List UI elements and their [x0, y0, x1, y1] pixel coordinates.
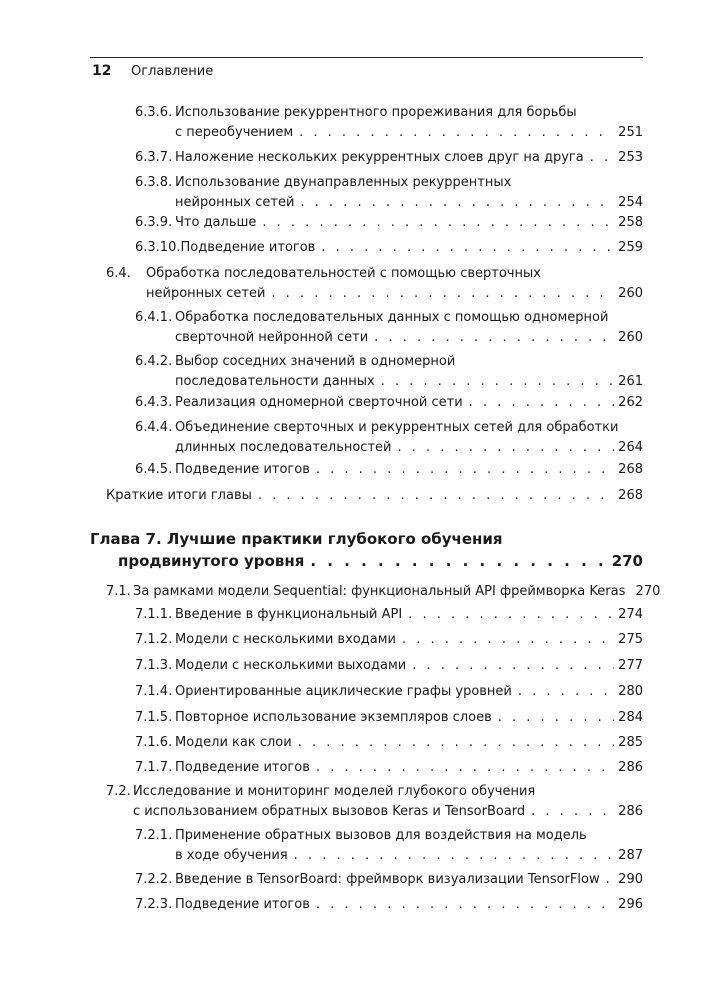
- page-ref: 286: [618, 760, 643, 775]
- leader-dots: [321, 238, 614, 258]
- entry-title: Использование двунаправленных рекуррентных: [175, 175, 512, 190]
- leader-dots: [299, 123, 614, 143]
- toc-entry[interactable]: [135, 630, 643, 650]
- page-ref: 253: [618, 150, 643, 165]
- entry-title: Применение обратных вызовов для воздействия на модель: [175, 828, 587, 843]
- entry-title: Наложение нескольких рекуррентных слоев друг на друга: [175, 150, 584, 165]
- page-ref: 286: [618, 804, 643, 819]
- page-ref: 274: [618, 607, 643, 622]
- leader-dots: [408, 605, 614, 625]
- page-ref: 268: [618, 462, 643, 477]
- section-number: 7.2.3.: [135, 897, 173, 912]
- leader-dots: [258, 486, 614, 506]
- entry-title: Выбор соседних значений в одномерной: [175, 354, 456, 369]
- page-ref: 261: [618, 374, 643, 389]
- running-title: Оглавление: [131, 64, 214, 79]
- section-number: 6.3.7.: [135, 150, 173, 165]
- entry-title: Обработка последовательных данных с помощью одномерной: [175, 310, 609, 325]
- page-ref: 280: [618, 684, 643, 699]
- entry-title: Реализация одномерной сверточной сети: [175, 395, 463, 410]
- section-number: 7.2.2.: [135, 872, 173, 887]
- leader-dots: [294, 846, 614, 866]
- entry-title: Исследование и мониторинг моделей глубокого обучения: [133, 784, 536, 799]
- page-ref: 284: [618, 710, 643, 725]
- entry-title-cont: последовательности данных: [175, 374, 375, 389]
- toc-entry[interactable]: [135, 758, 643, 778]
- page-ref: 285: [618, 735, 643, 750]
- entry-title: Модели с несколькими выходами: [175, 658, 407, 673]
- entry-title: Повторное использование экземпляров слоев: [175, 710, 492, 725]
- page-ref: 262: [618, 395, 643, 410]
- chapter-page: 270: [611, 552, 643, 570]
- section-number: 6.4.4.: [135, 420, 173, 435]
- page-ref: 287: [618, 848, 643, 863]
- entry-title: Подведение итогов: [175, 462, 310, 477]
- chapter-title-line2: продвинутого уровня: [118, 552, 305, 570]
- leader-dots: [381, 372, 614, 392]
- entry-title-cont: нейронных сетей: [175, 195, 295, 210]
- toc-entry[interactable]: [135, 708, 643, 728]
- chapter-title-line1: Глава 7. Лучшие практики глубокого обучения: [90, 530, 503, 548]
- section-number: 6.4.: [106, 266, 131, 281]
- toc-entry[interactable]: [135, 352, 643, 392]
- section-number: 6.4.1.: [135, 310, 173, 325]
- entry-title: Использование рекуррентного прореживания для борьбы: [175, 105, 577, 120]
- toc-entry[interactable]: [135, 870, 643, 890]
- entry-title: Модели с несколькими входами: [175, 632, 396, 647]
- page-ref: 277: [618, 658, 643, 673]
- entry-title: Краткие итоги главы: [106, 488, 252, 503]
- page-ref: 258: [618, 215, 643, 230]
- entry-title: Модели как слои: [175, 735, 292, 750]
- toc-entry[interactable]: [135, 148, 643, 168]
- header-rule: [90, 57, 643, 58]
- page-ref: 260: [618, 330, 643, 345]
- toc-entry[interactable]: [135, 682, 643, 702]
- leader-dots: [518, 682, 614, 702]
- page-ref: 268: [618, 488, 643, 503]
- leader-dots: [397, 438, 614, 458]
- section-number: 6.4.5.: [135, 462, 173, 477]
- leader-dots: [402, 630, 614, 650]
- section-number: 7.2.1.: [135, 828, 173, 843]
- toc-entry[interactable]: [135, 393, 643, 413]
- section-number: 7.1.6.: [135, 735, 173, 750]
- section-number: 7.1.: [106, 584, 131, 599]
- section-number: 6.3.8.: [135, 175, 173, 190]
- leader-dots: [590, 148, 614, 168]
- leader-dots: [300, 193, 614, 213]
- section-number: 6.3.6.: [135, 105, 173, 120]
- section-number: 6.3.9.: [135, 215, 173, 230]
- toc-entry[interactable]: [135, 605, 643, 625]
- section-number: 7.1.5.: [135, 710, 173, 725]
- entry-title: Подведение итогов: [175, 897, 310, 912]
- leader-dots: [298, 733, 614, 753]
- section-number: 7.1.7.: [135, 760, 173, 775]
- toc-entry[interactable]: [135, 308, 643, 348]
- toc-entry[interactable]: [135, 418, 643, 458]
- page-ref: 290: [618, 872, 643, 887]
- leader-dots: [271, 284, 614, 304]
- page-ref: 264: [618, 440, 643, 455]
- toc-entry[interactable]: [135, 656, 643, 676]
- leader-dots: [412, 656, 614, 676]
- entry-title: Обработка последовательностей с помощью сверточных: [146, 266, 541, 281]
- page-number: 12: [92, 63, 112, 79]
- section-number: 7.2.: [106, 784, 131, 799]
- chapter-heading[interactable]: [90, 528, 643, 572]
- entry-title-cont: нейронных сетей: [146, 286, 266, 301]
- page-ref: 270: [635, 584, 661, 599]
- leader-dots: [531, 802, 614, 822]
- entry-title: За рамками модели Sequential: функциональный API фреймворка Keras: [133, 584, 626, 599]
- entry-title-cont: с переобучением: [175, 125, 294, 140]
- entry-title-cont: длинных последовательностей: [175, 440, 392, 455]
- section-number: 7.1.3.: [135, 658, 173, 673]
- entry-title: Подведение итогов: [175, 760, 310, 775]
- leader-dots: [606, 870, 614, 890]
- entry-title: Ориентированные ациклические графы уровней: [175, 684, 512, 699]
- toc-entry[interactable]: [135, 238, 643, 258]
- page-ref: 260: [618, 286, 643, 301]
- leader-dots: [262, 213, 614, 233]
- toc-entry[interactable]: [106, 582, 661, 602]
- toc-entry[interactable]: [135, 895, 643, 915]
- leader-dots: [498, 708, 614, 728]
- toc-entry[interactable]: [106, 486, 643, 506]
- toc-entry[interactable]: [135, 733, 643, 753]
- entry-title: Введение в функциональный API: [175, 607, 403, 622]
- page-ref: 275: [618, 632, 643, 647]
- toc-entry[interactable]: [135, 173, 643, 213]
- toc-entry[interactable]: [106, 782, 643, 822]
- toc-entry[interactable]: [135, 460, 643, 480]
- entry-title: Подведение итогов: [180, 240, 316, 255]
- entry-title: Объединение сверточных и рекуррентных сетей для обработки: [175, 420, 619, 435]
- leader-dots: [316, 460, 614, 480]
- leader-dots: [316, 758, 614, 778]
- entry-title: Что дальше: [175, 215, 257, 230]
- entry-title-cont: в ходе обучения: [175, 848, 288, 863]
- toc-entry[interactable]: [135, 213, 643, 233]
- section-number: 7.1.2.: [135, 632, 173, 647]
- section-number: 6.4.3.: [135, 395, 173, 410]
- entry-title: Введение в TensorBoard: фреймворк визуализации TensorFlow: [175, 872, 600, 887]
- leader-dots: [374, 328, 614, 348]
- toc-entry[interactable]: [135, 826, 643, 866]
- section-number: 7.1.4.: [135, 684, 173, 699]
- section-number: 7.1.1.: [135, 607, 173, 622]
- section-number: 6.4.2.: [135, 354, 173, 369]
- entry-title-cont: сверточной нейронной сети: [175, 330, 369, 345]
- leader-dots: [310, 550, 608, 572]
- page-ref: 259: [618, 240, 643, 255]
- leader-dots: [316, 895, 614, 915]
- page-ref: 254: [618, 195, 643, 210]
- leader-dots: [469, 393, 614, 413]
- toc-entry[interactable]: [106, 264, 643, 304]
- page-ref: 296: [618, 897, 643, 912]
- entry-title-cont: с использованием обратных вызовов Keras и TensorBoard: [133, 804, 526, 819]
- page-ref: 251: [618, 125, 643, 140]
- toc-entry[interactable]: [135, 103, 643, 143]
- section-number: 6.3.10.: [135, 240, 181, 255]
